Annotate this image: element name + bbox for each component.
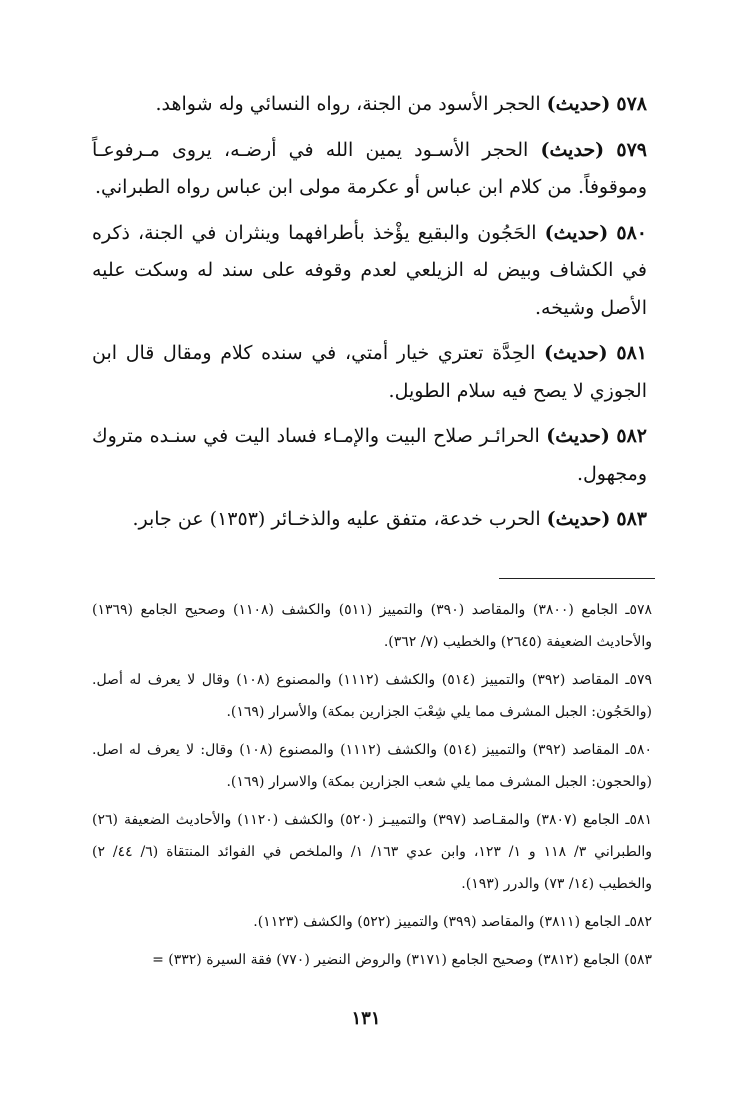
entry-tag: (حديث) <box>540 138 605 161</box>
entry-text: الحجر الأسود من الجنة، رواه النسائي وله شواهد. <box>155 93 541 115</box>
footnote-separator <box>499 578 655 579</box>
footnote: ٥٧٨ـ الجامع (٣٨٠٠) والمقاصد (٣٩٠) والتمييز (٥١١) والكشف (١١٠٨) وصحيح الجامع (١٣٦٩) والأحاديث الضعيفة (٢٦٤٥) والخطيب (٧/ ٣٦٢). <box>92 602 653 650</box>
hadith-entry <box>92 86 647 124</box>
entry-text: الحرب خدعة، متفق عليه والذخـائر (١٣٥٣) عن جابر. <box>132 508 541 530</box>
hadith-entry <box>92 335 647 410</box>
entry-number: ٥٨١ <box>616 342 647 364</box>
footnote: ٥٨٣) الجامع (٣٨١٢) وصحيح الجامع (٣١٧١) والروض النضير (٧٧٠) فقة السيرة (٣٣٢) = <box>152 952 652 968</box>
footnote: ٥٨٠ـ المقاصد (٣٩٢) والتمييز (٥١٤) والكشف (١١١٢) والمصنوع (١٠٨) وقال: لا يعرف له اصل. (والحجون: الجبل المشرف مما يلي شعب الجزارين بمكة) والاسرار (١٦٩). <box>92 742 653 790</box>
entry-text: الحجر الأسـود يمين الله في أرضـه، يروى مـرفوعـاً وموقوفاً. من كلام ابن عباس أو عكرمة مولى ابن عباس رواه الطبراني. <box>92 138 647 198</box>
footnote: ٥٨٢ـ الجامع (٣٨١١) والمقاصد (٣٩٩) والتمييز (٥٢٢) والكشف (١١٢٣). <box>253 914 652 930</box>
entry-tag: (حديث) <box>546 93 611 115</box>
entry-number: ٥٧٨ <box>616 93 647 115</box>
entry-number: ٥٧٩ <box>616 138 648 161</box>
entry-tag: (حديث) <box>544 221 609 244</box>
entry-text: الحرائـر صلاح البيت والإمـاء فساد اليت في سنـده متروك ومجهول. <box>92 425 647 485</box>
entry-tag: (حديث) <box>546 425 610 447</box>
hadith-entry <box>92 215 647 328</box>
entry-number: ٥٨٣ <box>616 508 647 530</box>
hadith-entry <box>92 418 647 493</box>
hadith-entries <box>92 86 647 547</box>
entry-tag: (حديث) <box>544 342 608 364</box>
entry-text: الحَجُون والبقيع يؤْخذ بأطرافهما وينثران في الجنة، ذكره في الكشاف وبيض له الزيلعي لعدم وقوفه على سند له وسكت عليه الأصل وشيخه. <box>92 221 647 319</box>
footnotes <box>92 594 652 982</box>
entry-number: ٥٨٢ <box>616 425 648 447</box>
hadith-entry <box>92 501 647 539</box>
entry-text: الحِدَّة تعتري خيار أمتي، في سنده كلام ومقال قال ابن الجوزي لا يصح فيه سلام الطويل. <box>92 342 647 402</box>
footnote: ٥٨١ـ الجامع (٣٨٠٧) والمقـاصد (٣٩٧) والتمييـز (٥٢٠) والكشف (١١٢٠) والأحاديث الضعيفة (٢٦) والطبراني ٣/ ١١٨ و ١/ ١٢٣، وابن عدي ١٦٣/ ١/ والملخص في الفوائد المنتقاة (٦/ ٤٤/ ٢) والخطيب (١٤/ ٧٣) والدرر (١٩٣). <box>92 812 652 892</box>
entry-number: ٥٨٠ <box>616 221 647 244</box>
hadith-entry <box>92 132 647 207</box>
entry-tag: (حديث) <box>546 508 611 530</box>
footnote: ٥٧٩ـ المقاصد (٣٩٢) والتمييز (٥١٤) والكشف (١١١٢) والمصنوع (١٠٨) وقال لا يعرف له أصل. (والحَجُون: الجبل المشرف مما يلي شِعْبَ الجزارين بمكة) والأسرار (١٦٩). <box>92 672 653 720</box>
page-number: ١٣١ <box>351 1008 381 1029</box>
